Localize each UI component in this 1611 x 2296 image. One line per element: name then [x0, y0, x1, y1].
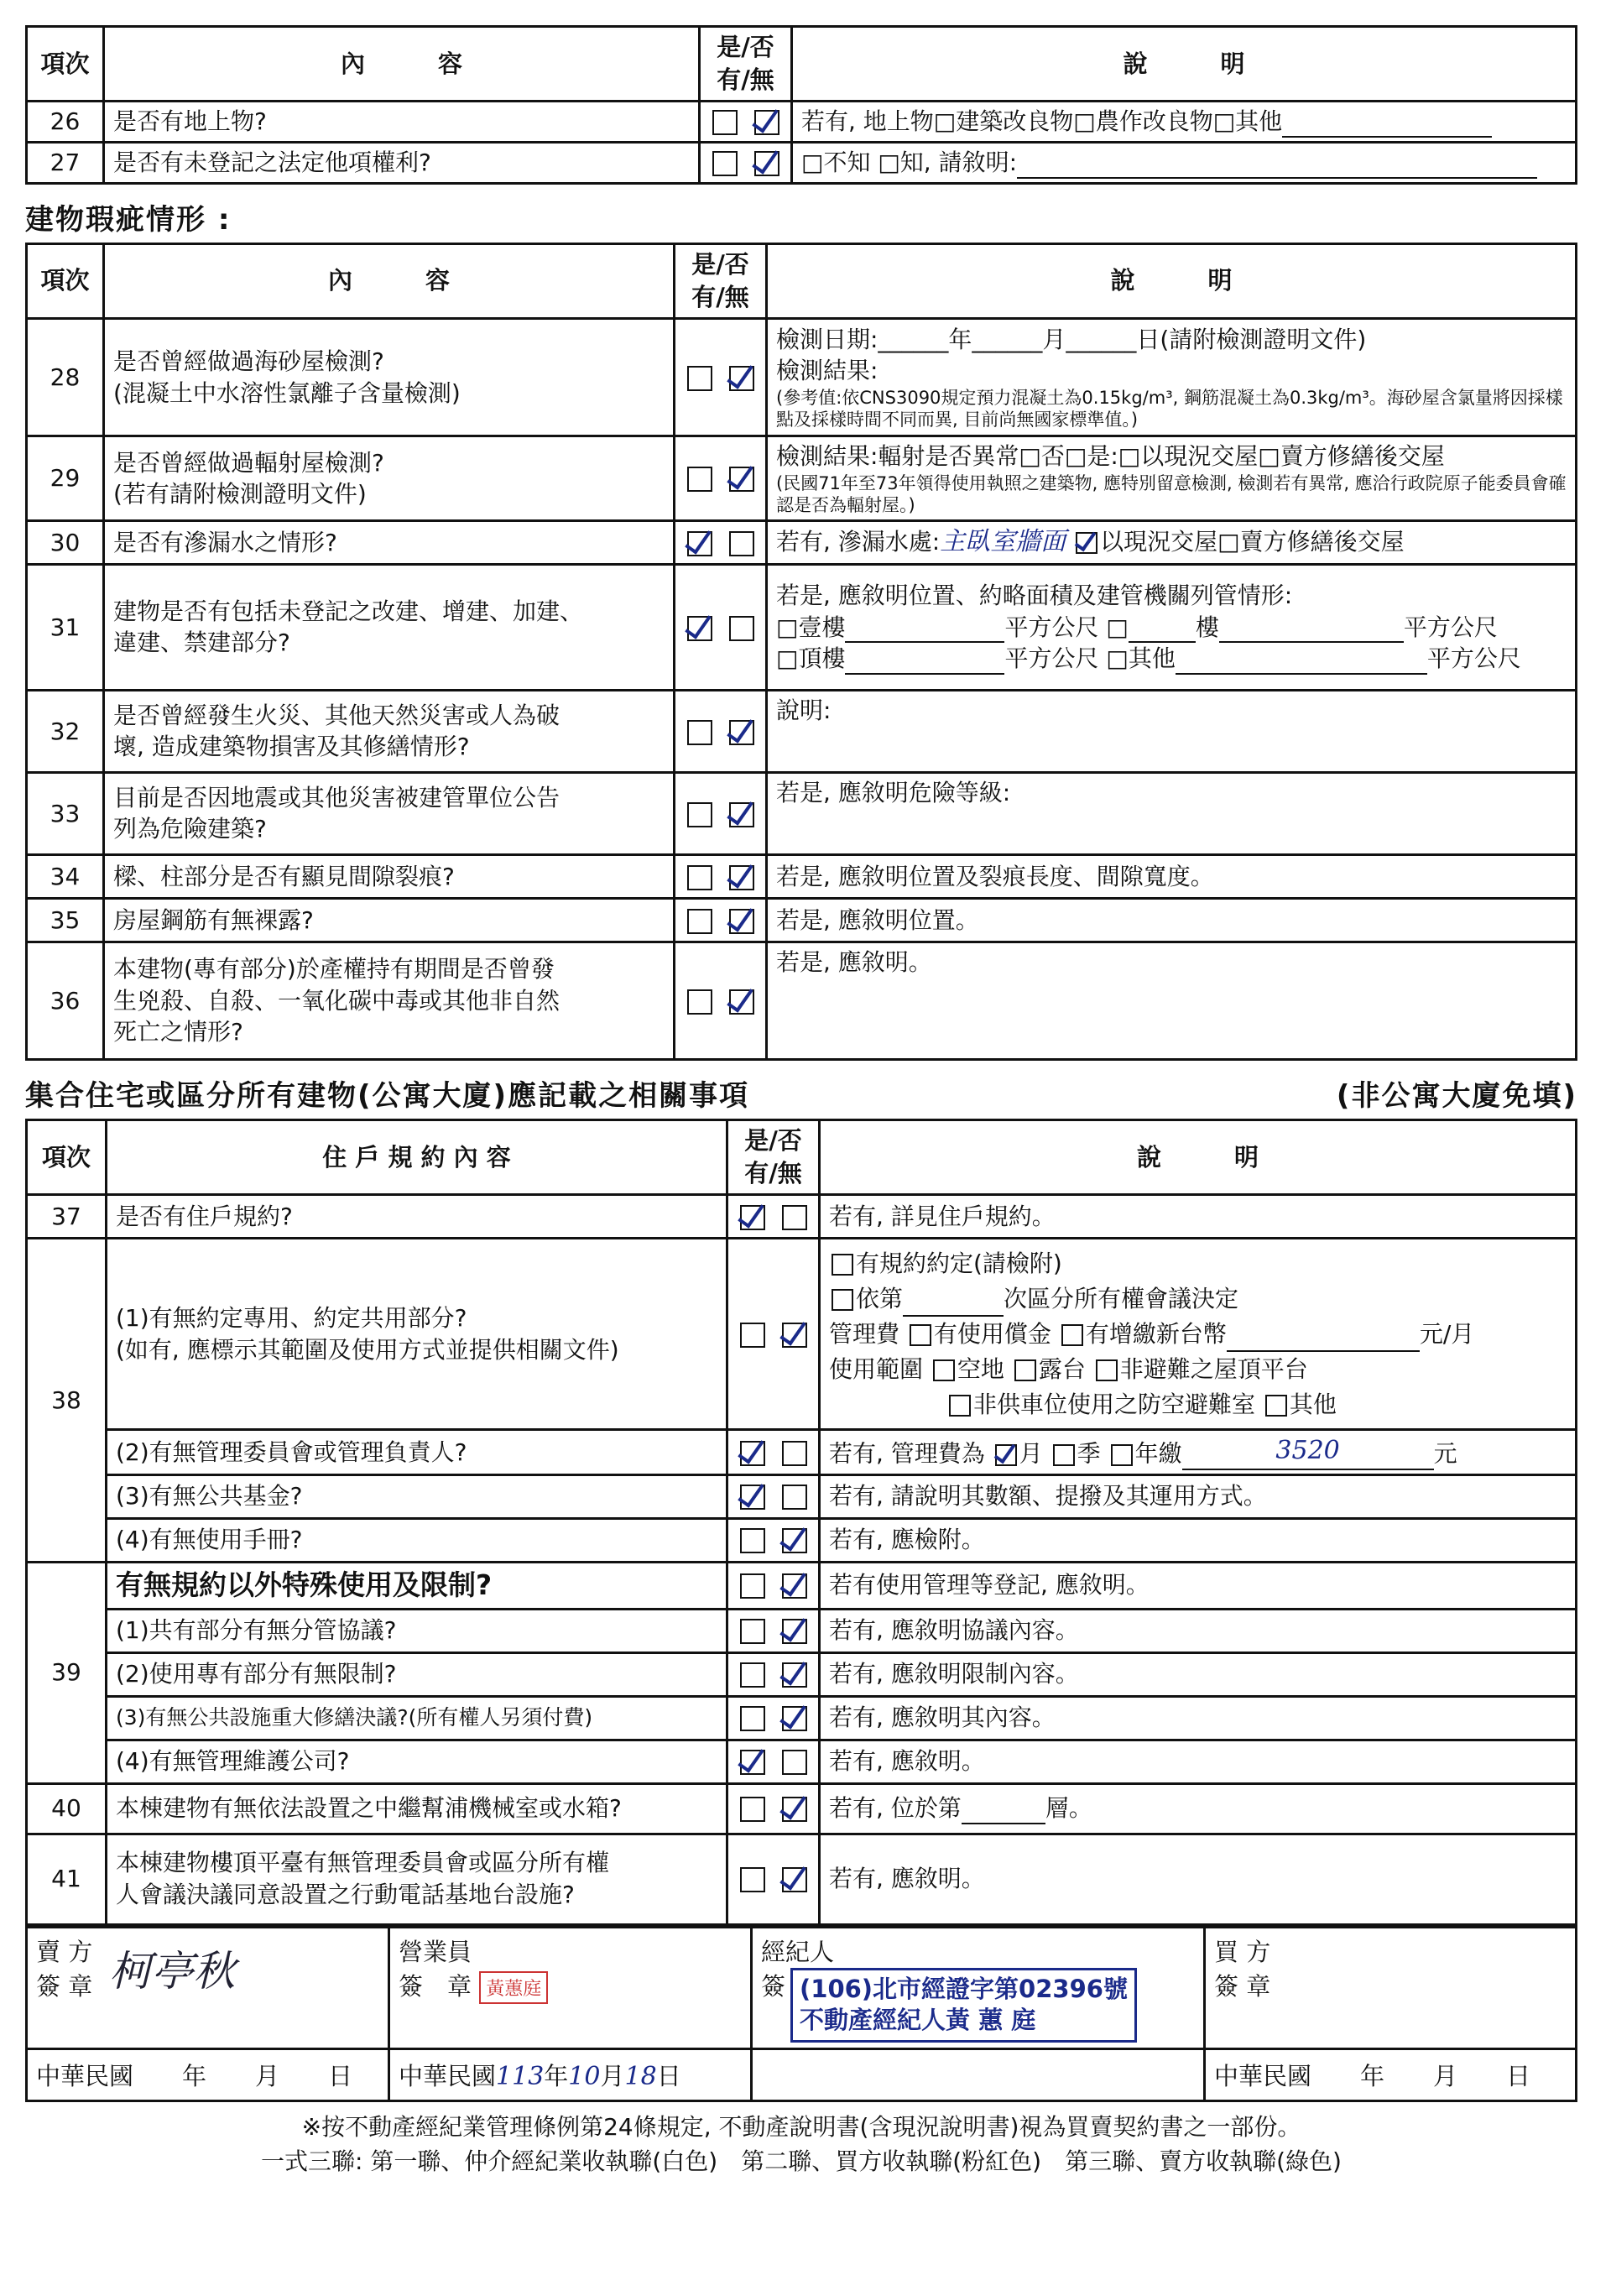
yes-no-checkboxes: [727, 1783, 820, 1834]
no-checkbox[interactable]: [782, 1573, 807, 1599]
row-description: 若有, 應檢附。: [820, 1518, 1577, 1562]
row-number: 30: [27, 521, 104, 565]
row-description: 若有, 請說明其數額、提撥及其運用方式。: [820, 1474, 1577, 1518]
row-description: 若有, 滲漏水處:主臥室牆面 以現況交屋□賣方修繕後交屋: [767, 521, 1577, 565]
no-checkbox[interactable]: [782, 1662, 807, 1688]
row-question: 是否曾經做過海砂屋檢測? (混凝土中水溶性氯離子含量檢測): [104, 319, 675, 436]
row-question: (3)有無公共基金?: [107, 1474, 727, 1518]
agent-signature-cell[interactable]: 營業員 簽 章 黃蕙庭: [389, 1927, 752, 2048]
row-question: 建物是否有包括未登記之改建、增建、加建、 違建、禁建部分?: [104, 564, 675, 690]
yes-no-checkboxes: [700, 143, 792, 184]
row-description: 若有, 位於第 層。: [820, 1783, 1577, 1834]
col-desc-header: 說 明: [767, 243, 1577, 318]
row-description: 若有, 應敘明其內容。: [820, 1696, 1577, 1740]
row-description: 檢測日期:______年______月______日(請附檢測證明文件) 檢測結果: (參考值:依CNS3090規定預力混凝土為0.15kg/m³, 鋼筋混凝土為0.3kg/m³。海砂屋含氯量將因採樣點及採樣時間不同而異, 目前尚無國家標準值。): [767, 319, 1577, 436]
col-yn-header: 是/否 有/無: [727, 1119, 820, 1194]
row-question: (1)有無約定專用、約定共用部分? (如有, 應標示其範圍及使用方式並提供相關文件): [107, 1239, 727, 1430]
row-description: 檢測結果:輻射是否異常□否□是:□以現況交屋□賣方修繕後交屋 (民國71年至73年領得使用執照之建築物, 應特別留意檢測, 檢測若有異常, 應洽行政院原子能委員會確認是否為輻射屋。): [767, 436, 1577, 521]
yes-checkbox[interactable]: [687, 909, 712, 934]
row-number: 39: [27, 1562, 107, 1783]
yes-no-checkboxes: [727, 1740, 820, 1783]
no-checkbox[interactable]: [729, 989, 754, 1015]
row-description: 若有, 管理費為 月 季 年繳 3520 元: [820, 1430, 1577, 1475]
row-number: 34: [27, 854, 104, 898]
row-number: 37: [27, 1195, 107, 1239]
row-description: 若有, 應敘明限制內容。: [820, 1652, 1577, 1696]
row-description: 若有, 地上物□建築改良物□農作改良物□其他: [792, 102, 1577, 143]
yes-no-checkboxes: [675, 521, 767, 565]
handwritten-fee: 3520: [1182, 1434, 1434, 1470]
table-other-rights: [25, 25, 1577, 185]
yes-checkbox[interactable]: [687, 720, 712, 745]
section-title-condo: 集合住宅或區分所有建物(公寓大廈)應記載之相關事項 (非公寓大廈免填): [25, 1072, 1577, 1114]
seller-date[interactable]: 中華民國 年 月 日: [27, 2049, 389, 2101]
yes-no-checkboxes: [727, 1195, 820, 1239]
yes-no-checkboxes: [727, 1518, 820, 1562]
row-number: 38: [27, 1239, 107, 1563]
row-number: 28: [27, 319, 104, 436]
footer-copies-note: 一式三聯: 第一聯、仲介經紀業收執聯(白色) 第二聯、買方收執聯(粉紅色) 第三聯、賣方收執聯(綠色): [261, 2147, 1342, 2175]
row-question: 有無規約以外特殊使用及限制?: [107, 1562, 727, 1609]
broker-seal: (106)北市經證字第02396號 不動產經紀人黃 蕙 庭: [790, 1968, 1137, 2043]
row-number: 27: [27, 143, 104, 184]
no-checkbox[interactable]: [782, 1205, 807, 1230]
row-number: 32: [27, 690, 104, 772]
yes-checkbox[interactable]: [740, 1750, 765, 1775]
no-checkbox[interactable]: [782, 1528, 807, 1553]
row-question: 樑、柱部分是否有顯見間隙裂痕?: [104, 854, 675, 898]
row-question: 本建物(專有部分)於產權持有期間是否曾發 生兇殺、自殺、一氧化碳中毒或其他非自然 死亡之情形?: [104, 942, 675, 1059]
yes-checkbox[interactable]: [687, 989, 712, 1015]
col-no-header: 項次: [27, 243, 104, 318]
row-question: (4)有無管理維護公司?: [107, 1740, 727, 1783]
row-number: 41: [27, 1834, 107, 1924]
no-checkbox[interactable]: [782, 1323, 807, 1348]
footer-legal-note: ※按不動產經紀業管理條例第24條規定, 不動產說明書(含現況說明書)視為買賣契約書之一部份。: [301, 2113, 1301, 2142]
no-checkbox[interactable]: [754, 110, 779, 135]
no-checkbox[interactable]: [729, 865, 754, 890]
row-question: (4)有無使用手冊?: [107, 1518, 727, 1562]
yes-no-checkboxes: [727, 1474, 820, 1518]
col-content-header: 住 戶 規 約 內 容: [107, 1119, 727, 1194]
agent-date[interactable]: 中華民國113年10月18日: [389, 2049, 752, 2101]
row-number: 31: [27, 564, 104, 690]
yes-no-checkboxes: [727, 1609, 820, 1652]
row-question: 是否曾經發生火災、其他天然災害或人為破 壞, 造成建築物損害及其修繕情形?: [104, 690, 675, 772]
row-question: 目前是否因地震或其他災害被建管單位公告 列為危險建築?: [104, 772, 675, 854]
row-question: 是否有未登記之法定他項權利?: [104, 143, 700, 184]
row-question: 房屋鋼筋有無裸露?: [104, 898, 675, 942]
row-description: 有規約約定(請檢附) 依第 次區分所有權會議決定 管理費 有使用償金 有增繳新台幣 元/月 使用範圍 空地 露台 非避難之屋頂平台 非供車位使用之防空避難室 其他: [820, 1239, 1577, 1430]
fill-line[interactable]: [1282, 111, 1492, 138]
row-description: 若是, 應敘明危險等級:: [767, 772, 1577, 854]
no-checkbox[interactable]: [782, 1485, 807, 1510]
signature-table: [25, 1926, 1577, 2102]
row-description: 若有使用管理等登記, 應敘明。: [820, 1562, 1577, 1609]
yes-checkbox[interactable]: [687, 802, 712, 827]
row-question: (1)共有部分有無分管協議?: [107, 1609, 727, 1652]
row-question: 是否有滲漏水之情形?: [104, 521, 675, 565]
yes-no-checkboxes: [675, 942, 767, 1059]
table-condo-items: [25, 1119, 1577, 1926]
row-question: (2)有無管理委員會或管理負責人?: [107, 1430, 727, 1475]
yes-checkbox[interactable]: [740, 1205, 765, 1230]
buyer-date[interactable]: 中華民國 年 月 日: [1205, 2049, 1577, 2101]
yes-checkbox[interactable]: [687, 531, 712, 556]
row-description: 若是, 應敘明位置。: [767, 898, 1577, 942]
section-note: (非公寓大廈免填): [1336, 1078, 1577, 1113]
yes-checkbox[interactable]: [740, 1797, 765, 1822]
yes-checkbox[interactable]: [687, 865, 712, 890]
no-checkbox[interactable]: [729, 531, 754, 556]
yes-checkbox[interactable]: [740, 1662, 765, 1688]
no-checkbox[interactable]: [729, 616, 754, 641]
yes-checkbox[interactable]: [740, 1528, 765, 1553]
no-checkbox[interactable]: [782, 1750, 807, 1775]
row-number: 33: [27, 772, 104, 854]
yes-no-checkboxes: [727, 1239, 820, 1430]
row-description: □不知 □知, 請敘明:: [792, 143, 1577, 184]
row-number: 35: [27, 898, 104, 942]
row-description: 若有, 應敘明。: [820, 1834, 1577, 1924]
broker-signature-cell[interactable]: 經紀人 簽 (106)北市經證字第02396號 不動產經紀人黃 蕙 庭: [752, 1927, 1205, 2048]
yes-checkbox[interactable]: [712, 151, 738, 176]
yes-checkbox[interactable]: [740, 1441, 765, 1466]
yes-no-checkboxes: [675, 690, 767, 772]
yes-checkbox[interactable]: [740, 1619, 765, 1644]
row-description: 若是, 應敘明位置及裂痕長度、間隙寬度。: [767, 854, 1577, 898]
yes-checkbox[interactable]: [687, 366, 712, 391]
row-description: 若有, 詳見住戶規約。: [820, 1195, 1577, 1239]
yes-checkbox[interactable]: [740, 1706, 765, 1731]
col-yn-header: 是/否 有/無: [675, 243, 767, 318]
row-question: 是否有地上物?: [104, 102, 700, 143]
seller-signature: 柯亭秋: [109, 1946, 236, 1996]
no-checkbox[interactable]: [729, 467, 754, 492]
row-number: 29: [27, 436, 104, 521]
yes-checkbox[interactable]: [740, 1323, 765, 1348]
row-description: 若是, 應敘明。: [767, 942, 1577, 1059]
handwritten-leak-location: 主臥室牆面: [940, 527, 1066, 557]
section-title-defects: 建物瑕疵情形 :: [25, 202, 232, 237]
col-no-header: 項次: [27, 27, 104, 102]
table-building-defects: [25, 243, 1577, 1061]
yes-checkbox[interactable]: [712, 110, 738, 135]
row-number: 36: [27, 942, 104, 1059]
row-question: 本棟建物有無依法設置之中繼幫浦機械室或水箱?: [107, 1783, 727, 1834]
no-checkbox[interactable]: [782, 1441, 807, 1466]
yes-no-checkboxes: [675, 564, 767, 690]
no-checkbox[interactable]: [754, 151, 779, 176]
yes-no-checkboxes: [727, 1652, 820, 1696]
col-desc-header: 說 明: [792, 27, 1577, 102]
yes-checkbox[interactable]: [687, 616, 712, 641]
row-question: 是否有住戶規約?: [107, 1195, 727, 1239]
buyer-signature-cell[interactable]: 買 方 簽 章: [1205, 1927, 1577, 2048]
col-yn-header: 是/否 有/無: [700, 27, 792, 102]
yes-checkbox[interactable]: [687, 467, 712, 492]
yes-no-checkboxes: [675, 436, 767, 521]
no-checkbox[interactable]: [729, 909, 754, 934]
yes-no-checkboxes: [727, 1834, 820, 1924]
seller-signature-cell[interactable]: 賣 方 簽 章 柯亭秋: [27, 1927, 389, 2048]
no-checkbox[interactable]: [729, 366, 754, 391]
broker-date-blank: [752, 2049, 1205, 2101]
no-checkbox[interactable]: [782, 1706, 807, 1731]
yes-no-checkboxes: [727, 1562, 820, 1609]
row-description: 若有, 應敘明協議內容。: [820, 1609, 1577, 1652]
row-number: 40: [27, 1783, 107, 1834]
col-content-header: 內 容: [104, 243, 675, 318]
no-checkbox[interactable]: [729, 802, 754, 827]
fill-line[interactable]: [1017, 152, 1537, 179]
no-checkbox[interactable]: [782, 1797, 807, 1822]
col-content-header: 內 容: [104, 27, 700, 102]
yes-checkbox[interactable]: [740, 1867, 765, 1892]
yes-no-checkboxes: [675, 854, 767, 898]
no-checkbox[interactable]: [729, 720, 754, 745]
agent-seal: 黃蕙庭: [479, 1971, 548, 2004]
disclosure-page: [25, 25, 1577, 2179]
row-question: (3)有無公共設施重大修繕決議?(所有權人另須付費): [107, 1696, 727, 1740]
row-question: 是否曾經做過輻射屋檢測? (若有請附檢測證明文件): [104, 436, 675, 521]
row-description: 說明:: [767, 690, 1577, 772]
no-checkbox[interactable]: [782, 1619, 807, 1644]
yes-no-checkboxes: [727, 1696, 820, 1740]
row-description: 若有, 應敘明。: [820, 1740, 1577, 1783]
row-question: (2)使用專有部分有無限制?: [107, 1652, 727, 1696]
row-question: 本棟建物樓頂平臺有無管理委員會或區分所有權 人會議決議同意設置之行動電話基地台設施?: [107, 1834, 727, 1924]
yes-no-checkboxes: [675, 772, 767, 854]
yes-no-checkboxes: [727, 1430, 820, 1475]
row-number: 26: [27, 102, 104, 143]
yes-checkbox[interactable]: [740, 1485, 765, 1510]
yes-no-checkboxes: [700, 102, 792, 143]
col-no-header: 項次: [27, 1119, 107, 1194]
as-is-checkbox[interactable]: [1076, 532, 1097, 554]
yes-no-checkboxes: [675, 319, 767, 436]
no-checkbox[interactable]: [782, 1867, 807, 1892]
col-desc-header: 說 明: [820, 1119, 1577, 1194]
yes-no-checkboxes: [675, 898, 767, 942]
row-description: 若是, 應敘明位置、約略面積及建管機關列管情形: □壹樓 平方公尺 □ 樓 平方公尺 □頂樓 平方公尺 □其他 平方公尺: [767, 564, 1577, 690]
footer-notes: [25, 2111, 1577, 2179]
yes-checkbox[interactable]: [740, 1573, 765, 1599]
